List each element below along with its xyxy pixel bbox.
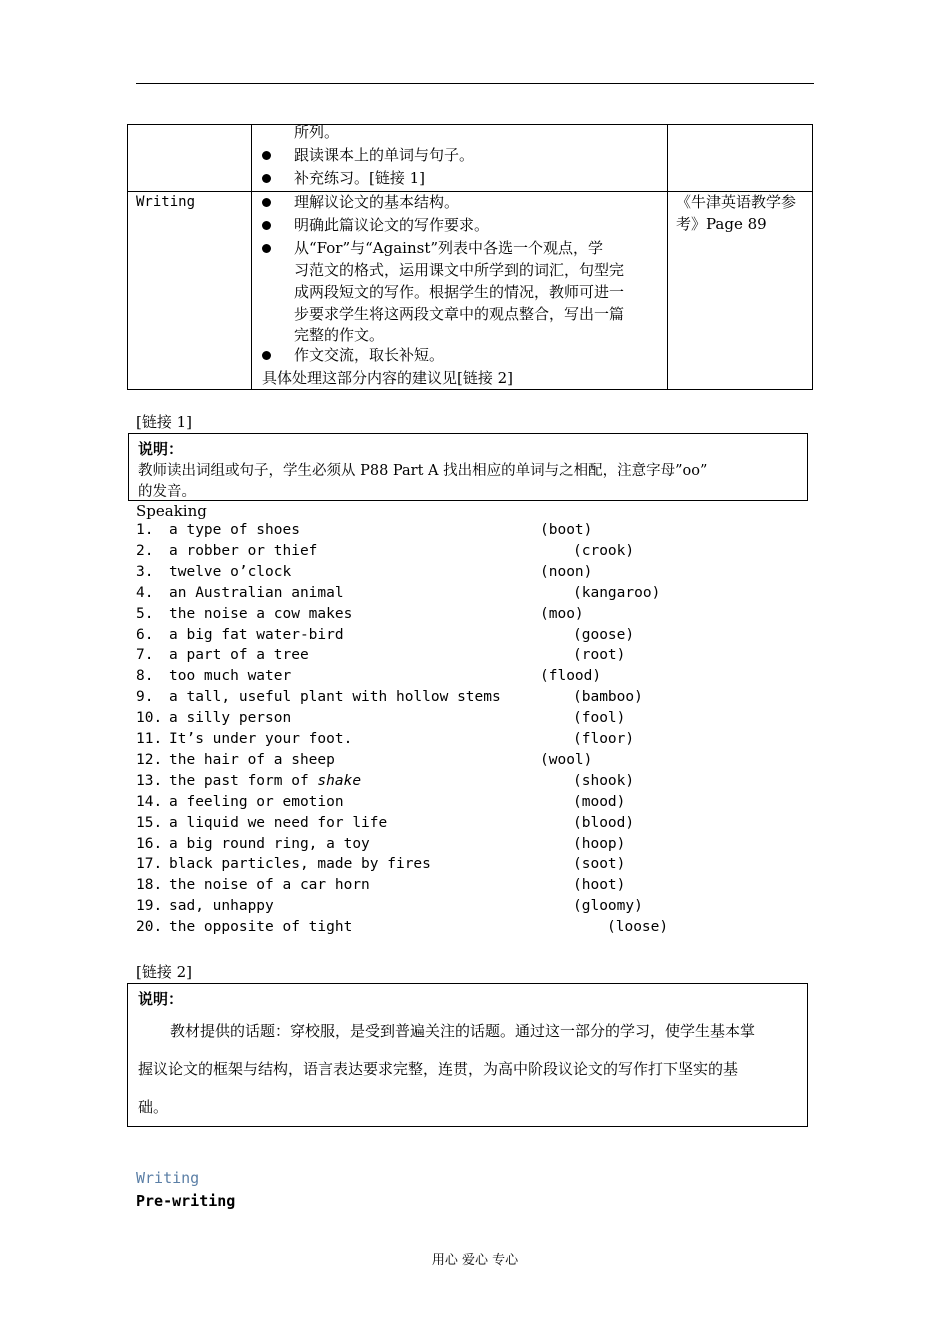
speaking-item-answer: (soot)	[573, 856, 626, 873]
row2-note: 具体处理这部分内容的建议见[链接 2]	[262, 369, 514, 387]
speaking-item-number: 11.	[136, 731, 163, 747]
speaking-item-answer: (fool)	[573, 710, 626, 727]
row2-label: Writing	[136, 194, 196, 210]
speaking-item	[136, 585, 736, 605]
link2-heading: [链接 2]	[136, 963, 193, 981]
speaking-heading: Speaking	[136, 502, 207, 520]
speaking-item-answer: (noon)	[540, 563, 593, 580]
speaking-item-answer: (gloomy)	[573, 898, 643, 915]
writing-heading: Writing	[136, 1169, 200, 1187]
speaking-item-phrase: the past form of shake	[169, 772, 362, 789]
row2-bullet-2: 明确此篇议论文的写作要求。	[294, 216, 490, 234]
link1-note-title: 说明：	[138, 440, 184, 458]
speaking-item	[136, 647, 736, 667]
row2-bullet-3-line-5: 完整的作文。	[294, 326, 385, 344]
row2-bullet-3-line-2: 习范文的格式，运用课文中所学到的词汇，句型完	[294, 261, 625, 279]
speaking-item-phrase: the noise of a car horn	[169, 877, 370, 894]
speaking-item-phrase: a type of shoes	[169, 522, 300, 538]
link1-note-line-1: 教师读出词组或句子，学生必须从 P88 Part A 找出相应的单词与之相配，注意字母”oo”	[138, 463, 708, 479]
speaking-item-phrase: the noise a cow makes	[169, 605, 353, 622]
row2-bullet-1: 理解议论文的基本结构。	[294, 193, 460, 211]
speaking-item-answer: (kangaroo)	[573, 584, 661, 601]
speaking-item-answer: (boot)	[540, 522, 593, 538]
speaking-item-number: 17.	[136, 856, 163, 873]
speaking-item-phrase: a silly person	[169, 710, 292, 727]
speaking-item-italic-word: shake	[317, 772, 362, 789]
speaking-item	[136, 773, 736, 793]
speaking-item-phrase: a big fat water-bird	[169, 626, 344, 643]
speaking-item	[136, 752, 736, 772]
speaking-item-answer: (mood)	[573, 793, 626, 810]
speaking-item	[136, 522, 736, 542]
speaking-item-number: 9.	[136, 689, 154, 706]
speaking-item	[136, 815, 736, 835]
link1-heading: [链接 1]	[136, 413, 193, 431]
speaking-item-number: 12.	[136, 751, 163, 768]
speaking-item-number: 4.	[136, 584, 154, 601]
bullet-icon	[262, 198, 271, 207]
row1-bullet-2: 补充练习。[链接 1]	[294, 169, 426, 187]
speaking-item	[136, 710, 736, 730]
speaking-item-number: 13.	[136, 772, 163, 789]
speaking-item-phrase: sad, unhappy	[169, 898, 274, 915]
prewriting-heading: Pre-writing	[136, 1192, 236, 1210]
link2-line-3: 础。	[138, 1098, 169, 1116]
speaking-item-answer: (flood)	[540, 668, 602, 685]
speaking-item-phrase: a robber or thief	[169, 542, 318, 559]
speaking-item-answer: (goose)	[573, 626, 635, 643]
speaking-item-number: 14.	[136, 793, 163, 810]
speaking-item-phrase: black particles, made by fires	[169, 856, 431, 873]
bullet-icon	[262, 151, 271, 160]
speaking-item-number: 18.	[136, 877, 163, 894]
speaking-item-answer: (hoop)	[573, 835, 626, 852]
speaking-item-answer: (blood)	[573, 814, 635, 831]
speaking-item-number: 1.	[136, 522, 154, 538]
speaking-item-answer: (loose)	[607, 919, 669, 936]
speaking-item-phrase: It’s under your foot.	[169, 731, 353, 747]
speaking-item-phrase: twelve o’clock	[169, 563, 292, 580]
row2-bullet-4: 作文交流，取长补短。	[294, 346, 445, 364]
speaking-item-answer: (moo)	[540, 605, 584, 622]
row2-bullet-3-line-3: 成两段短文的写作。根据学生的情况，教师可进一	[294, 283, 625, 301]
speaking-item	[136, 627, 736, 647]
speaking-item-number: 16.	[136, 835, 163, 852]
speaking-item	[136, 689, 736, 709]
speaking-item-answer: (shook)	[573, 772, 635, 789]
speaking-item-phrase: a tall, useful plant with hollow stems	[169, 689, 501, 706]
speaking-item	[136, 898, 736, 918]
speaking-item	[136, 856, 736, 876]
speaking-item	[136, 564, 736, 584]
speaking-item-phrase: a big round ring, a toy	[169, 835, 370, 852]
speaking-item-number: 8.	[136, 668, 154, 685]
link2-line-2: 握议论文的框架与结构，语言表达要求完整，连贯，为高中阶段议论文的写作打下坚实的基	[138, 1060, 739, 1078]
link2-note-title: 说明：	[138, 990, 184, 1008]
link1-note-box	[128, 433, 808, 501]
speaking-item	[136, 668, 736, 688]
speaking-item-answer: (floor)	[573, 731, 635, 747]
row2-bullet-3: 从“For”与“Against”列表中各选一个观点，学	[294, 239, 604, 257]
speaking-item-number: 5.	[136, 605, 154, 622]
speaking-item-answer: (root)	[573, 647, 626, 664]
lesson-table	[127, 124, 813, 390]
speaking-item-number: 2.	[136, 542, 154, 559]
speaking-item	[136, 731, 736, 751]
row1-continuation: 所列。	[294, 123, 340, 141]
speaking-item-number: 19.	[136, 898, 163, 915]
speaking-item-phrase: a feeling or emotion	[169, 793, 344, 810]
speaking-item	[136, 836, 736, 856]
row2-reference-line-1: 《牛津英语教学参	[676, 193, 797, 211]
speaking-item	[136, 606, 736, 626]
speaking-item-phrase: a part of a tree	[169, 647, 309, 664]
bullet-icon	[262, 221, 271, 230]
speaking-item-answer: (crook)	[573, 542, 635, 559]
speaking-item-answer: (wool)	[540, 751, 593, 768]
page-footer: 用心 爱心 专心	[431, 1253, 519, 1268]
speaking-item-phrase: too much water	[169, 668, 292, 685]
bullet-icon	[262, 351, 271, 360]
speaking-item-phrase: a liquid we need for life	[169, 814, 388, 831]
speaking-item-phrase: the hair of a sheep	[169, 751, 335, 768]
speaking-item-phrase: the opposite of tight	[169, 919, 353, 936]
speaking-item	[136, 543, 736, 563]
speaking-item-number: 7.	[136, 647, 154, 664]
speaking-item-phrase: an Australian animal	[169, 584, 344, 601]
speaking-item	[136, 919, 736, 939]
header-rule	[136, 83, 814, 84]
link1-note-line-2: 的发音。	[138, 484, 196, 500]
speaking-item-number: 10.	[136, 710, 163, 727]
speaking-item-number: 20.	[136, 919, 163, 936]
speaking-item-number: 15.	[136, 814, 163, 831]
bullet-icon	[262, 174, 271, 183]
link2-note-box	[127, 983, 808, 1127]
row2-bullet-3-line-4: 步要求学生将这两段文章中的观点整合，写出一篇	[294, 305, 625, 323]
speaking-item-number: 6.	[136, 626, 154, 643]
bullet-icon	[262, 244, 271, 253]
row2-reference-line-2: 考》Page 89	[676, 215, 767, 233]
link2-line-1: 教材提供的话题：穿校服，是受到普遍关注的话题。通过这一部分的学习，使学生基本掌	[170, 1022, 756, 1040]
speaking-item	[136, 794, 736, 814]
speaking-item-number: 3.	[136, 563, 154, 580]
speaking-item-answer: (hoot)	[573, 877, 626, 894]
speaking-item-answer: (bamboo)	[573, 689, 643, 706]
speaking-item	[136, 877, 736, 897]
row1-bullet-1: 跟读课本上的单词与句子。	[294, 146, 475, 164]
